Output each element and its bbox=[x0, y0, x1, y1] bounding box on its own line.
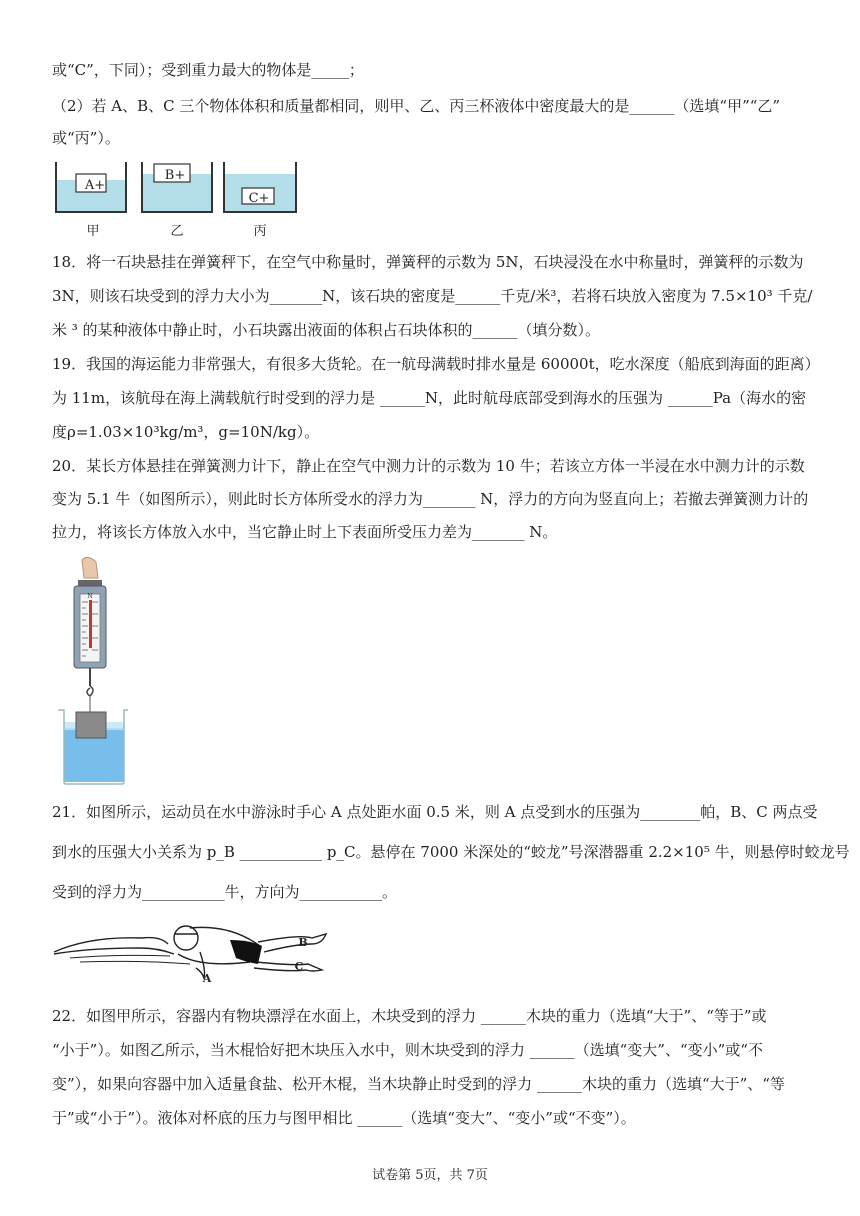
point-b-label: B bbox=[298, 936, 308, 949]
scale-unit-label: N bbox=[87, 593, 93, 600]
block-c-label: C+ bbox=[248, 191, 270, 206]
q22-line-1: 22．如图甲所示，容器内有物块漂浮在水面上，木块受到的浮力 ______木块的重力（选填“大于”、“等于”或 bbox=[52, 1007, 767, 1025]
q21-line-1: 21．如图所示，运动员在水中游泳时手心 A 点处距水面 0.5 米，则 A 点受到水的压强为________帕，B、C 两点受 bbox=[52, 803, 818, 821]
q20-line-3: 拉力，将该长方体放入水中，当它静止时上下表面所受压力差为_______ N。 bbox=[52, 523, 558, 541]
q20-line-2: 变为 5.1 牛（如图所示），则此时长方体所受水的浮力为_______ N，浮力的方向为竖直向上；若撤去弹簧测力计的 bbox=[52, 490, 809, 508]
block-b-label: B+ bbox=[164, 168, 186, 183]
q19-line-2: 为 11m，该航母在海上满载航行时受到的浮力是 ______N，此时航母底部受到海水的压强为 ______Pa（海水的密 bbox=[52, 389, 807, 407]
q17-line-3: 或“丙”）。 bbox=[52, 129, 120, 147]
q18-line-1: 18．将一石块悬挂在弹簧秤下，在空气中称量时，弹簧秤的示数为 5N，石块浸没在水中称量时，弹簧秤的示数为 bbox=[52, 253, 804, 271]
block-a-label: A+ bbox=[84, 178, 106, 193]
point-c-label: C bbox=[294, 960, 304, 973]
page-footer: 试卷第 5页，共 7页 bbox=[372, 1168, 488, 1183]
q21-line-3: 受到的浮力为___________牛，方向为___________。 bbox=[52, 883, 398, 901]
q18-line-2: 3N，则该石块受到的浮力大小为_______N，该石块的密度是______千克/米³，若将石块放入密度为 7.5×10³ 千克/ bbox=[52, 287, 813, 305]
scale-ring bbox=[78, 580, 102, 586]
q22-line-3: 变”），如果向容器中加入适量食盐、松开木棍，当木块静止时受到的浮力 ______木块的重力（选填“大于”、“等 bbox=[52, 1075, 785, 1093]
caption-yi: 乙 bbox=[170, 224, 184, 239]
submerged-block bbox=[76, 712, 106, 738]
q18-line-3: 米 ³ 的某种液体中静止时，小石块露出液面的体积占石块体积的______（填分数）。 bbox=[52, 321, 601, 339]
q17-line-2: （2）若 A、B、C 三个物体体积和质量都相同，则甲、乙、丙三杯液体中密度最大的是______（选填“甲”“乙” bbox=[52, 97, 781, 115]
q21-swimmer-figure bbox=[50, 912, 340, 988]
scale-indicator bbox=[89, 600, 92, 648]
swimmer-svg bbox=[50, 912, 340, 988]
hand-icon bbox=[82, 557, 98, 578]
spring-scale-svg bbox=[52, 556, 142, 786]
q20-spring-scale-figure bbox=[52, 556, 142, 786]
q19-line-1: 19．我国的海运能力非常强大，有很多大货轮。在一航母满载时排水量是 60000t，吃水深度（船底到海面的距离） bbox=[52, 355, 820, 373]
q17-line-1: 或“C”，下同）；受到重力最大的物体是_____； bbox=[52, 61, 364, 79]
q21-line-2: 到水的压强大小关系为 p_B ___________ p_C。悬停在 7000 米深处的“蛟龙”号深潜器重 2.2×10⁵ 牛，则悬停时蛟龙号 bbox=[52, 843, 850, 861]
q22-line-2: “小于”）。如图乙所示，当木棍恰好把木块压入水中，则木块受到的浮力 ______（选填“变大”、“变小”或“不 bbox=[52, 1041, 763, 1059]
q19-line-3: 度ρ=1.03×10³kg/m³，g=10N/kg）。 bbox=[52, 423, 320, 441]
q17-three-beakers-figure bbox=[52, 160, 312, 240]
point-a-label: A bbox=[202, 972, 212, 985]
caption-bing: 丙 bbox=[253, 224, 267, 239]
q22-line-4: 于”或“小于”）。液体对杯底的压力与图甲相比 ______（选填“变大”、“变小”或“不变”）。 bbox=[52, 1109, 636, 1127]
q20-line-1: 20．某长方体悬挂在弹簧测力计下，静止在空气中测力计的示数为 10 牛；若该立方体一半浸在水中测力计的示数 bbox=[52, 457, 805, 475]
caption-jia: 甲 bbox=[86, 224, 100, 239]
